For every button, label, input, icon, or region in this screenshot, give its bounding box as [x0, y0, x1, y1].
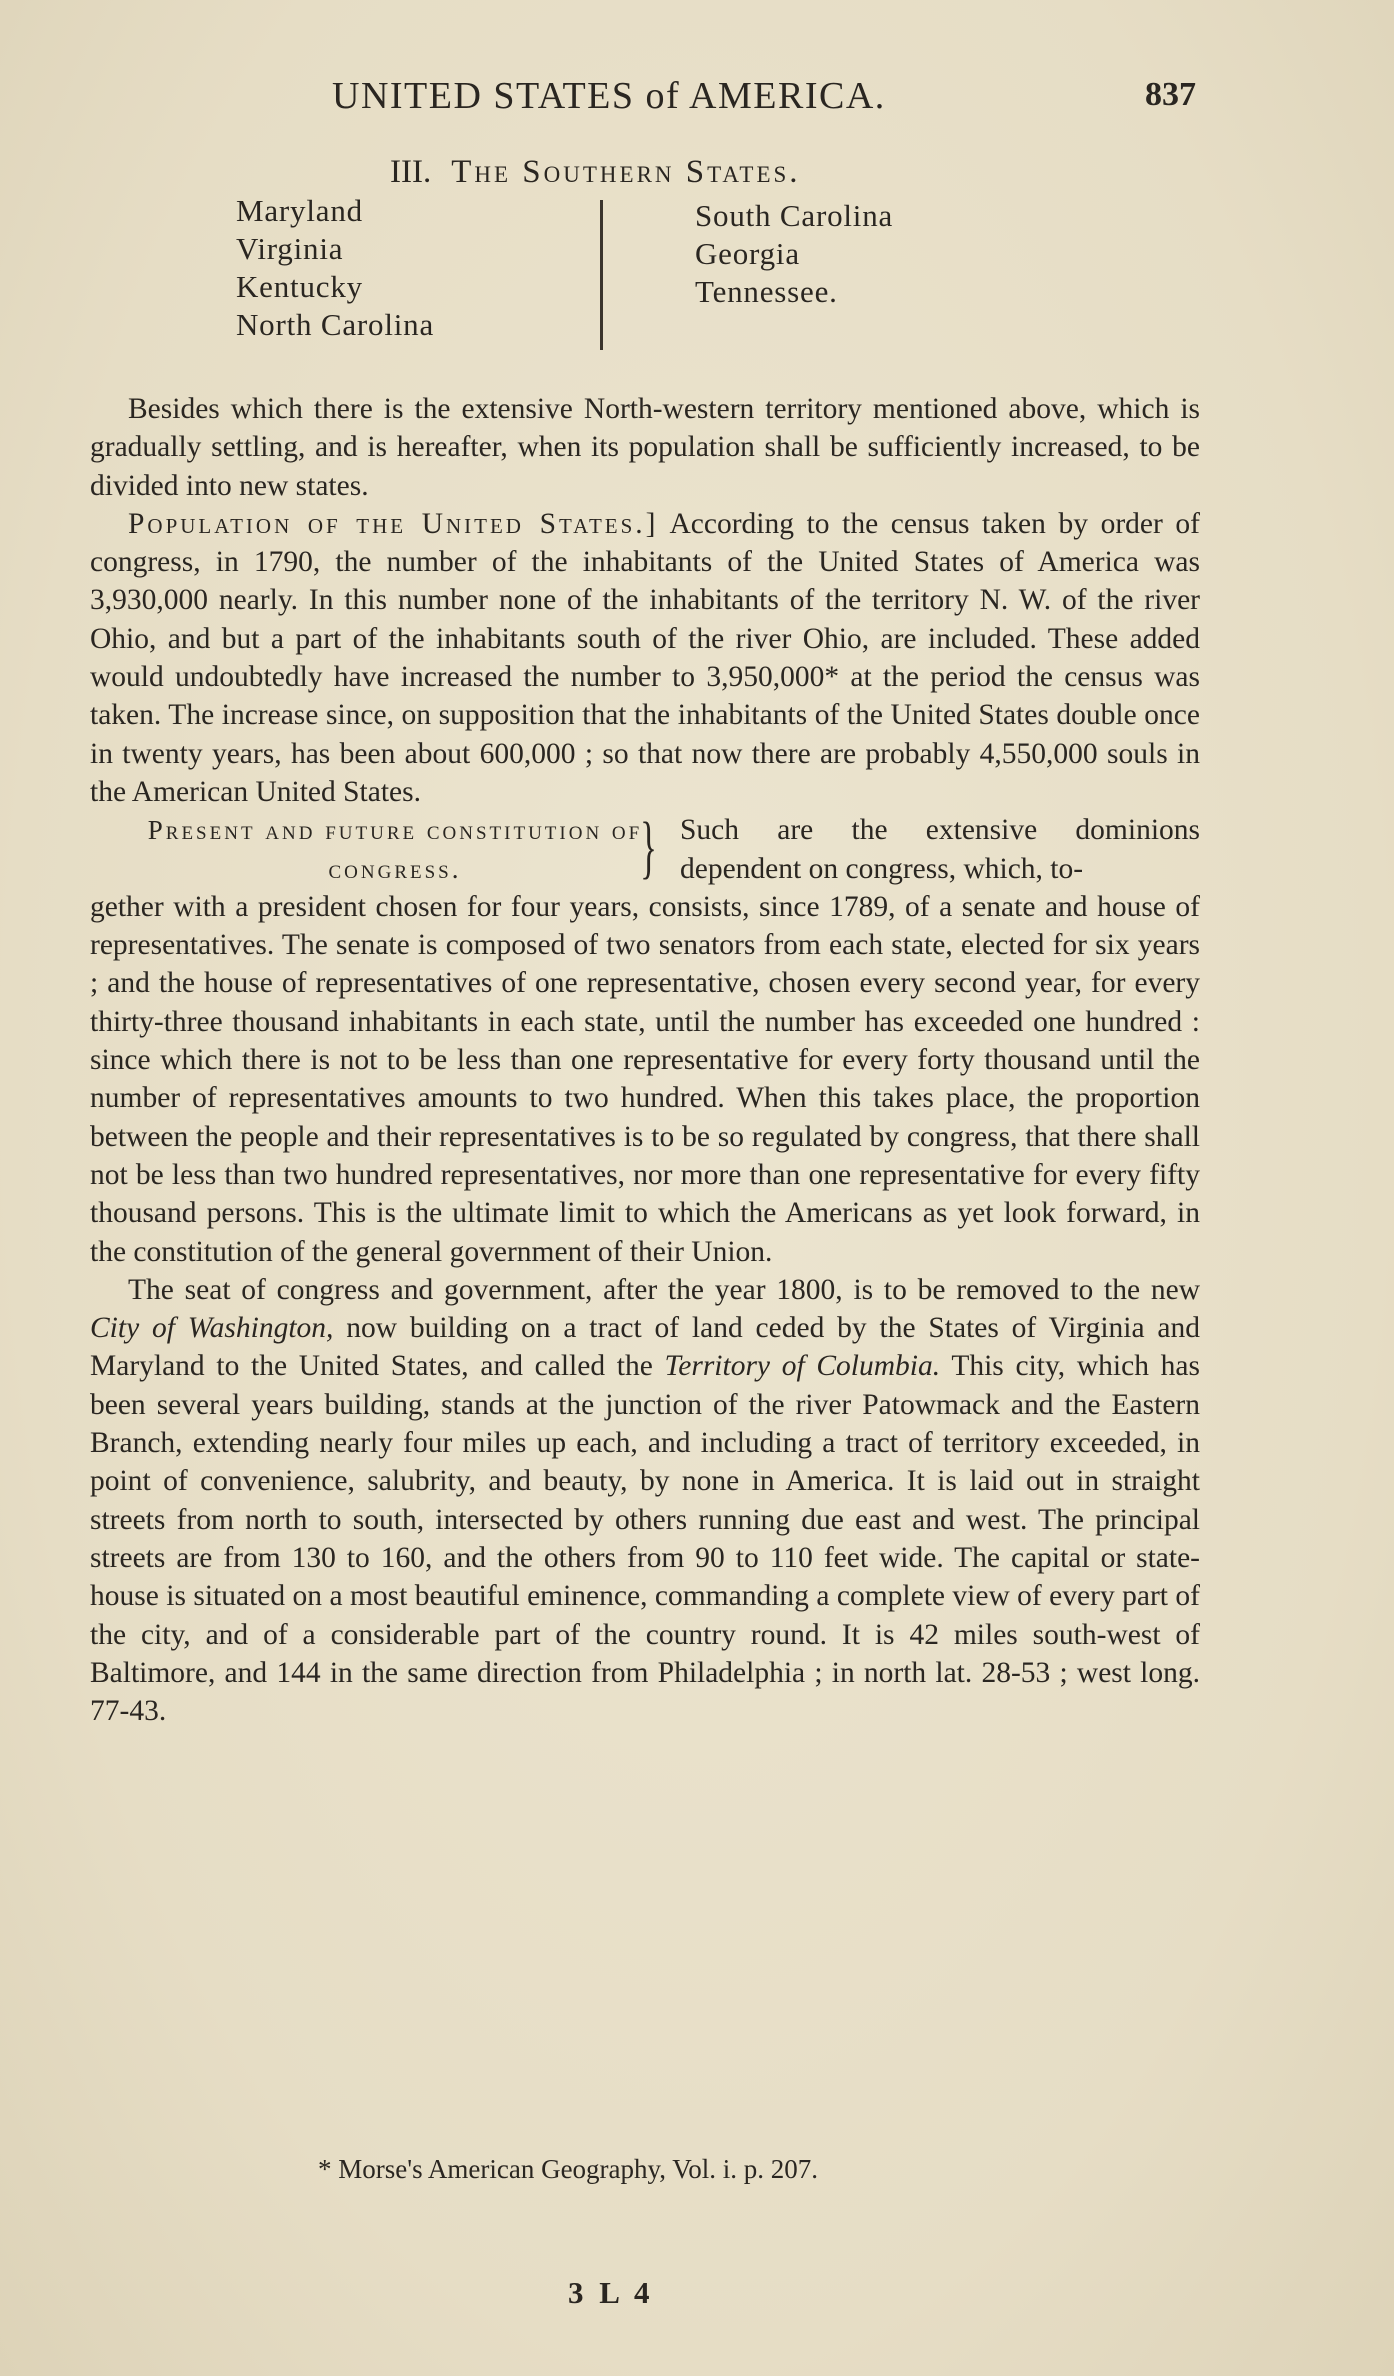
- state-item: South Carolina: [695, 198, 894, 233]
- footnote: * Morse's American Geography, Vol. i. p. 207.: [318, 2154, 819, 2184]
- column-divider: [600, 200, 603, 350]
- body-text: [90, 390, 1200, 1730]
- constitution-block: [90, 811, 1200, 1271]
- paragraph-territory: Besides which there is the extensive North-western territory mentioned above, which is gradually settling, and is hereafter, when its population shall be sufficiently increased, to be divided into new states.: [90, 393, 1200, 502]
- territory-name: Territory of Columbia.: [664, 1350, 941, 1383]
- state-item: North Carolina: [236, 307, 435, 342]
- page-number: 837: [1145, 76, 1196, 113]
- paragraph-population: [90, 505, 1200, 811]
- section-title: The Southern States.: [451, 154, 801, 190]
- section-numeral: III.: [390, 154, 432, 190]
- signature-mark: 3 L 4: [568, 2275, 654, 2310]
- paragraph-washington-text-c: This city, which has been several years building, stands at the junction of the river Patowmack and the Eastern Branch, extending nearly four miles up each, and including a tract of territory exceeded, in point of convenience, salubrity, and beauty, by none in America. It is laid out in straight streets from north to south, intersected by others running due east and west. The principal streets are from 130 to 160, and the others from 90 to 110 feet wide. The capital or state-house is situated on a most beautiful eminence, commanding a complete view of every part of the city, and of a considerable part of the country round. It is 42 miles south-west of Baltimore, and 144 in the same direction from Philadelphia ; in north lat. 28-53 ; west long. 77-43.: [90, 1350, 1201, 1728]
- states-list-left: [236, 192, 434, 344]
- running-title: UNITED STATES of AMERICA.: [332, 75, 886, 117]
- running-head: [332, 74, 1196, 124]
- side-heading-text: Present and future constitution of congress.: [147, 815, 643, 884]
- states-list-right: [695, 197, 893, 311]
- paragraph-washington-text-a: The seat of congress and government, after the year 1800, is to be removed to the new: [128, 1273, 1200, 1306]
- paragraph-washington: [90, 1271, 1200, 1731]
- state-item: Tennessee.: [695, 274, 838, 309]
- side-heading-constitution: [128, 811, 662, 888]
- brace-glyph: }: [640, 809, 659, 887]
- state-item: Virginia: [236, 231, 344, 266]
- section-heading: [390, 154, 801, 191]
- state-item: Georgia: [695, 236, 800, 271]
- paragraph-washington-text-b: now building on a tract of land ceded by the States of Virginia and Maryland to the United States, and called the: [90, 1312, 1200, 1383]
- side-text-constitution: Such are the extensive dominions dependent on congress, which, to-: [680, 814, 1200, 885]
- paragraph-constitution: gether with a president chosen for four years, consists, since 1789, of a senate and house of representatives. The senate is composed of two senators from each state, elected for six years ; and the house of representatives of one representative, chosen every second year, for every thirty-three thousand inhabitants in each state, until the number has exceeded one hundred : since which there is not to be less than one representative for every forty thousand until the number of representatives amounts to two hundred. When this takes place, the proportion between the people and their representatives is to be so regulated by congress, that there shall not be less than two hundred representatives, nor more than one representative for every fifty thousand persons. This is the ultimate limit to which the Americans as yet look forward, in the constitution of the general government of their Union.: [90, 890, 1200, 1268]
- city-name: City of Washington,: [90, 1312, 334, 1345]
- state-item: Kentucky: [236, 269, 363, 304]
- state-item: Maryland: [236, 193, 363, 228]
- paragraph-population-text: According to the census taken by order of congress, in 1790, the number of the inhabitants of the United States of America was 3,930,000 nearly. In this number none of the inhabitants of the territory N. W. of the river Ohio, and but a part of the inhabitants south of the river Ohio, are included. These added would undoubtedly have increased the number to 3,950,000* at the period the census was taken. The increase since, on supposition that the inhabitants of the United States double once in twenty years, has been about 600,000 ; so that now there are probably 4,550,000 souls in the American United States.: [90, 507, 1201, 808]
- paragraph-heading-population: Population of the United States.]: [128, 507, 659, 540]
